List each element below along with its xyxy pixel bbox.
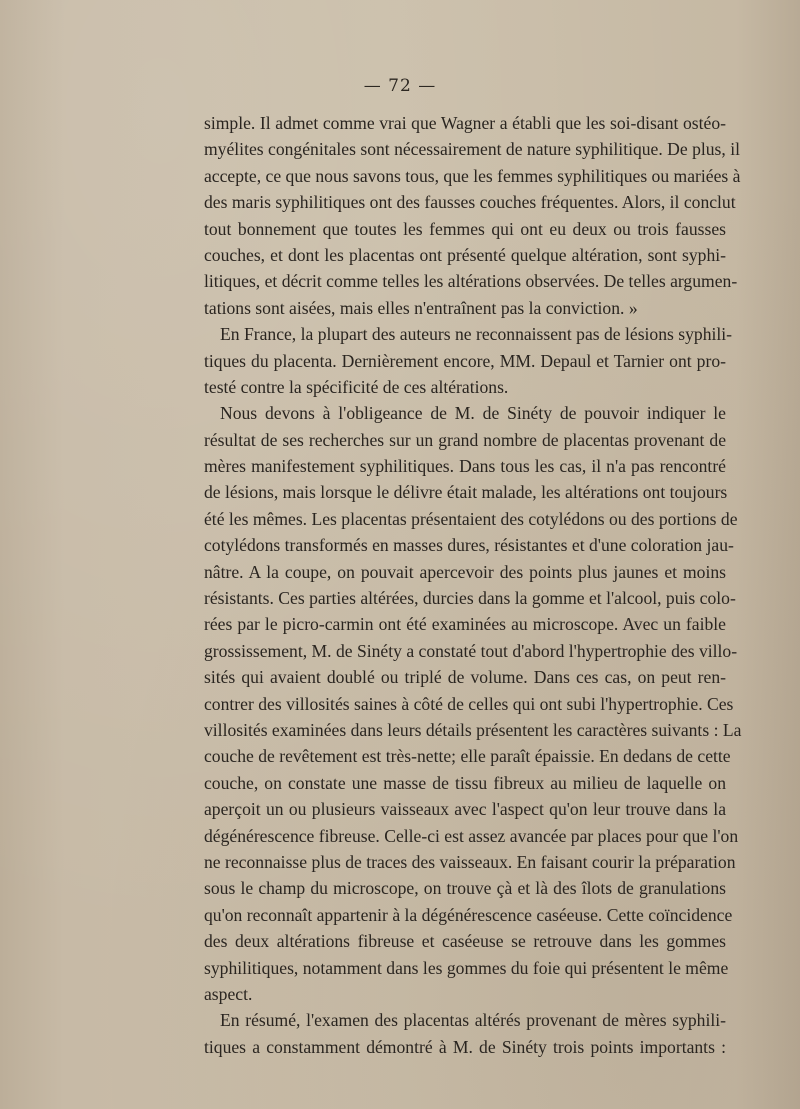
text-line: résistants. Ces parties altérées, durcies dans la gomme et l'alcool, puis colo- bbox=[204, 588, 736, 609]
text-line: testé contre la spécificité de ces altérations. bbox=[204, 376, 509, 397]
text-line: grossissement, M. de Sinéty a constaté tout d'abord l'hypertrophie des villo- bbox=[204, 640, 738, 661]
text-line: couches, et dont les placentas ont présenté quelque altération, sont syphi- bbox=[204, 244, 726, 265]
text-line: En résumé, l'examen des placentas altérés provenant de mères syphili- bbox=[220, 1010, 726, 1031]
text-line: aspect. bbox=[204, 983, 253, 1004]
text-line: contrer des villosités saines à côté de celles qui ont subi l'hypertrophie. Ces bbox=[204, 693, 734, 714]
text-line: ne reconnaisse plus de traces des vaisseaux. En faisant courir la préparation bbox=[204, 851, 736, 872]
text-line: résultat de ses recherches sur un grand nombre de placentas provenant de bbox=[204, 429, 726, 450]
text-line: mères manifestement syphilitiques. Dans tous les cas, il n'a pas rencontré bbox=[204, 456, 726, 477]
text-line: myélites congénitales sont nécessairement de nature syphilitique. De plus, il bbox=[204, 139, 740, 160]
text-line: tiques du placenta. Dernièrement encore, MM. Depaul et Tarnier ont pro- bbox=[204, 350, 726, 371]
text-line: tations sont aisées, mais elles n'entraînent pas la conviction. » bbox=[204, 297, 638, 318]
text-line: accepte, ce que nous savons tous, que les femmes syphilitiques ou mariées à bbox=[204, 165, 741, 186]
text-line: été les mêmes. Les placentas présentaient des cotylédons ou des portions de bbox=[204, 508, 738, 529]
text-line: Nous devons à l'obligeance de M. de Sinéty de pouvoir indiquer le bbox=[220, 403, 726, 424]
text-line: syphilitiques, notamment dans les gommes du foie qui présentent le même bbox=[204, 957, 729, 978]
text-line: des deux altérations fibreuse et caséeuse se retrouve dans les gommes bbox=[204, 931, 726, 952]
text-line: aperçoit un ou plusieurs vaisseaux avec l'aspect qu'on leur trouve dans la bbox=[204, 799, 726, 820]
text-line: tiques a constamment démontré à M. de Sinéty trois points importants : bbox=[204, 1036, 726, 1057]
text-line: de lésions, mais lorsque le délivre était malade, les altérations ont toujours bbox=[204, 482, 728, 503]
text-line: sous le champ du microscope, on trouve çà et là des îlots de granulations bbox=[204, 878, 726, 899]
text-line: des maris syphilitiques ont des fausses couches fréquentes. Alors, il conclut bbox=[204, 192, 736, 213]
text-line: sités qui avaient doublé ou triplé de volume. Dans ces cas, on peut ren- bbox=[204, 667, 726, 688]
text-line: cotylédons transformés en masses dures, résistantes et d'une coloration jau- bbox=[204, 535, 734, 556]
text-line: rées par le picro-carmin ont été examinées au microscope. Avec un faible bbox=[204, 614, 726, 635]
text-line: En France, la plupart des auteurs ne reconnaissent pas de lésions syphili- bbox=[220, 324, 733, 345]
text-line: couche, on constate une masse de tissu fibreux au milieu de laquelle on bbox=[204, 772, 726, 793]
text-line: qu'on reconnaît appartenir à la dégénérescence caséeuse. Cette coïncidence bbox=[204, 904, 733, 925]
text-line: simple. Il admet comme vrai que Wagner a établi que les soi-disant ostéo- bbox=[204, 113, 726, 133]
text-line: litiques, et décrit comme telles les altérations observées. De telles argumen- bbox=[204, 271, 738, 292]
text-line: couche de revêtement est très-nette; elle paraît épaissie. En dedans de cette bbox=[204, 746, 731, 767]
text-line: nâtre. A la coupe, on pouvait apercevoir des points plus jaunes et moins bbox=[204, 561, 726, 582]
page-number: — 72 — bbox=[363, 76, 437, 96]
text-line: dégénérescence fibreuse. Celle-ci est assez avancée par places pour que l'on bbox=[204, 825, 739, 846]
text-line: villosités examinées dans leurs détails présentent les caractères suivants : La bbox=[204, 719, 742, 740]
body-text bbox=[204, 110, 742, 1060]
text-line: tout bonnement que toutes les femmes qui ont eu deux ou trois fausses bbox=[204, 218, 726, 239]
